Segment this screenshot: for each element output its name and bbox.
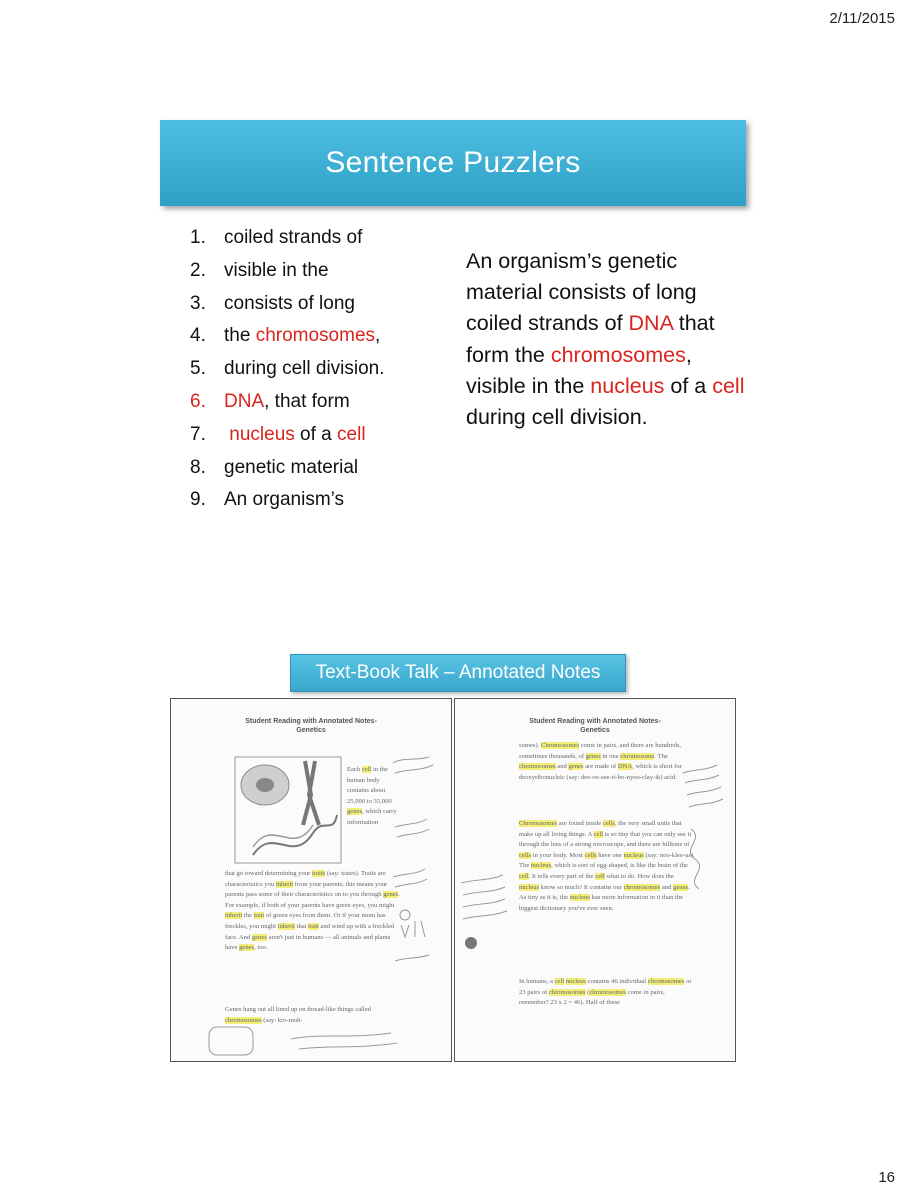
puzzle-item-text [224,320,380,353]
fragment-text: visible in the [224,259,329,281]
page-heading [455,717,735,735]
sentence-fragment: of a [664,373,713,398]
page-paragraph-2: Chromosomes are found inside cells, the very small units that make up all living things. A cell is so tiny that you can only see it through the lens of a strong microscope, and there are billions of cells in your body. Most cells have one nucleus (say: noo-klee-us). The nucleus, which is sort of egg-shaped, is like the brain of the cell. It tells every part of the cell what to do. How does the nucleus know so much? It contains our chromosomes and genes. As tiny as it is, the nucleus has more information in it than the biggest dictionary you've ever seen. [519,820,695,912]
puzzle-item-text [224,386,350,419]
page-body-text: Each cell in the human body contains about 25,000 to 35,000 genes, which carry information [347,766,397,826]
fragment-text: consists of long [224,292,355,314]
textbook-label: Text-Book Talk – Annotated Notes [290,654,626,692]
page-body-text-continued: that go toward determining your traits (say: trates). Traits are characteristics you inherit from your parents; this means your parents pass some of their characteristics on to you through genes. For example, if both of your parents have green eyes, you might inherit the trait of green eyes from them. Or if your mom has freckles, you might inherit that trait and wind up with a freckled face. And genes aren't just in humans — all animals and plants have genes, too. [225,870,400,952]
textbook-page-right [454,698,736,1062]
puzzle-item-number: 8. [190,456,206,478]
fragment-text: , [375,325,381,347]
page-paragraph-1: somes). Chromosomes come in pairs, and there are hundreds, sometimes thousands, of genes in one chromosome. The chromosomes and genes are made of DNA, which is short for deoxyribonucleic (say: dee-ox-see-ri-bo-nyoo-clay-ik) acid. [519,742,682,781]
fragment-text: genetic material [224,456,359,478]
page-body-text-second: Genes hang out all lined up on thread-like things called chromosomes (say: kro-moh- [225,1006,371,1024]
puzzle-item-number: 1. [190,227,206,248]
puzzle-item-text [224,452,358,485]
puzzle-item-number: 2. [190,259,206,281]
sentence-fragment: , visible in the [466,342,692,398]
keyword-text: chromosomes [255,325,376,347]
puzzle-item [190,484,385,517]
puzzle-item-number: 4. [190,325,206,347]
keyword-text: nucleus [224,423,295,445]
fragment-text: An organism’s [224,489,345,511]
puzzle-item [190,386,385,419]
page-heading-line2: Genetics [296,727,326,734]
puzzle-item [190,320,385,353]
page-heading-line1: Student Reading with Annotated Notes- [529,718,661,725]
puzzle-item-text [224,484,344,517]
puzzle-item [190,419,385,452]
puzzle-item-number: 7. [190,423,206,445]
puzzle-item [190,222,385,255]
page-number: 16 [878,1169,895,1186]
puzzle-item [190,452,385,485]
page-heading-line2: Genetics [580,727,610,734]
puzzle-item-number: 9. [190,489,206,511]
title-banner [160,120,746,206]
puzzle-item-number: 3. [190,292,206,314]
slide-title: Sentence Puzzlers [325,146,581,179]
page-heading-line1: Student Reading with Annotated Notes- [245,718,377,725]
fragment-text: , that form [264,390,350,412]
slide-date: 2/11/2015 [829,10,895,27]
puzzle-list [190,222,385,517]
keyword-text: chromosomes [550,342,686,367]
puzzle-item [190,353,385,386]
puzzle-item-text [224,222,362,255]
keyword-text: DNA [224,390,265,412]
puzzle-item [190,255,385,288]
puzzle-item [190,288,385,321]
fragment-text: the [224,325,256,347]
puzzle-item-number: 6. [190,390,206,412]
puzzle-item-number: 5. [190,358,206,380]
fragment-text: of a [294,423,338,445]
sentence-fragment: during cell division. [466,405,648,430]
puzzle-item-text [224,255,329,288]
puzzle-item-text [224,353,385,386]
keyword-text: nucleus [590,373,665,398]
chromosome-illustration-image [233,755,343,865]
puzzle-item-text [224,419,366,452]
fragment-text: coiled strands of [224,227,363,248]
sentence-fragment: that form the [466,311,715,367]
sentence-fragment: An organism’s genetic material consists of long coiled strands of [466,249,697,336]
answer-sentence [466,246,746,433]
puzzle-item-text [224,288,355,321]
keyword-text: cell [712,373,745,398]
textbook-page-left [170,698,452,1062]
keyword-text: cell [337,423,366,445]
fragment-text: during cell division. [224,358,385,380]
keyword-text: DNA [628,311,673,336]
page-heading [171,717,451,735]
page-paragraph-3: In humans, a cell nucleus contains 46 individual chromosomes or 23 pairs of chromosomes (chromosomes come in pairs, remember? 23 x 2 = 46). Half of these [519,978,692,1007]
